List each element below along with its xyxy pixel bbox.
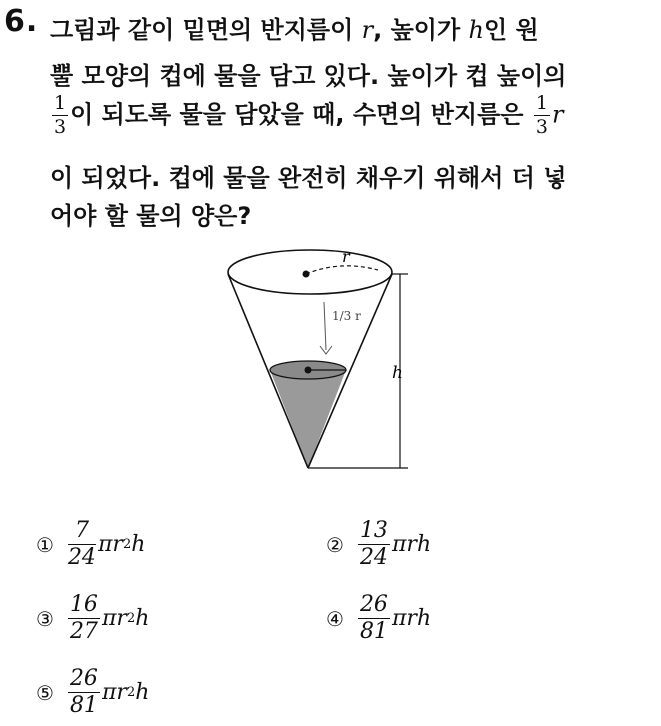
choice-numerator: 16: [69, 592, 98, 617]
choice-fraction: [68, 668, 100, 717]
fraction-one-third: [52, 94, 68, 137]
choice-denominator: 81: [359, 619, 388, 644]
choice-pi: π: [101, 680, 117, 705]
fraction-one-third-radius: [534, 94, 550, 137]
choice-marker: ③: [36, 606, 54, 631]
choice-exponent: 2: [122, 537, 132, 552]
label-h: h: [392, 363, 403, 383]
choice-r: r: [406, 606, 417, 631]
choice-r: r: [406, 532, 417, 557]
choice-fraction: [358, 594, 390, 643]
variable-h: h: [468, 16, 484, 44]
choice-pi: π: [97, 532, 113, 557]
choice-denominator: 24: [359, 545, 388, 570]
choice-marker: ①: [36, 532, 54, 557]
question-line-4: 이 되었다. 컵에 물을 완전히 채우기 위해서 더 넣: [50, 164, 567, 192]
choice-r: r: [116, 680, 127, 705]
fraction-numerator: 1: [54, 92, 67, 114]
choice-denominator: 81: [69, 693, 98, 718]
choice-expression: [66, 594, 149, 643]
question-line-1-text: 그림과 같이 밑면의 반지름이: [50, 16, 354, 44]
choice-3[interactable]: [36, 594, 149, 643]
water-volume: [270, 370, 346, 468]
choice-fraction: [68, 520, 96, 569]
choice-h: h: [416, 606, 432, 631]
label-r-water: 1/3 r: [332, 309, 361, 323]
choice-denominator: 24: [67, 545, 96, 570]
question-line-1-mid: , 높이가: [373, 16, 461, 44]
choice-numerator: 7: [68, 520, 96, 545]
choice-denominator: 27: [69, 619, 98, 644]
choice-expression: [356, 594, 431, 643]
question-line-3-text: 이 되도록 물을 담았을 때, 수면의 반지름은: [70, 100, 524, 129]
choice-pi: π: [391, 532, 407, 557]
variable-r: r: [361, 16, 374, 44]
choice-numerator: 26: [69, 666, 98, 691]
choice-4[interactable]: [326, 594, 431, 643]
choice-expression: [66, 520, 145, 569]
cone-top-rim: [228, 250, 392, 294]
question-line-3: [50, 94, 563, 137]
choice-fraction: [358, 520, 390, 569]
choice-h: h: [135, 606, 150, 631]
choice-r: r: [112, 532, 123, 557]
choice-numerator: 26: [359, 592, 388, 617]
question-number: 6.: [4, 4, 39, 39]
choice-numerator: 13: [359, 518, 388, 543]
fraction-denominator: 3: [54, 116, 67, 138]
choice-marker: ④: [326, 606, 344, 631]
question-line-1-end: 인 원: [483, 16, 539, 44]
fraction-denominator: 3: [535, 116, 548, 138]
choice-marker: ②: [326, 532, 344, 557]
choice-expression: [66, 668, 149, 717]
variable-r: r: [551, 100, 564, 129]
choice-h: h: [135, 680, 150, 705]
choice-fraction: [68, 594, 100, 643]
choice-r: r: [116, 606, 127, 631]
question-line-5: 어야 할 물의 양은?: [50, 202, 252, 230]
question-line-1: [50, 10, 539, 45]
annotation-arrow: [320, 302, 332, 354]
choice-pi: π: [101, 606, 117, 631]
choice-expression: [356, 520, 431, 569]
label-r-top: r: [342, 247, 350, 266]
choice-5[interactable]: [36, 668, 149, 717]
fraction-numerator: 1: [535, 92, 548, 114]
choice-2[interactable]: [326, 520, 431, 569]
choice-marker: ⑤: [36, 680, 54, 705]
choice-pi: π: [391, 606, 407, 631]
choice-1[interactable]: [36, 520, 145, 569]
question-line-2: 뿔 모양의 컵에 물을 담고 있다. 높이가 컵 높이의: [50, 62, 567, 90]
choice-exponent: 2: [126, 611, 136, 626]
choice-h: h: [416, 532, 432, 557]
cone-figure: [200, 240, 430, 500]
choice-exponent: 2: [126, 685, 136, 700]
choice-h: h: [131, 532, 146, 557]
top-radius-line: [306, 266, 378, 274]
